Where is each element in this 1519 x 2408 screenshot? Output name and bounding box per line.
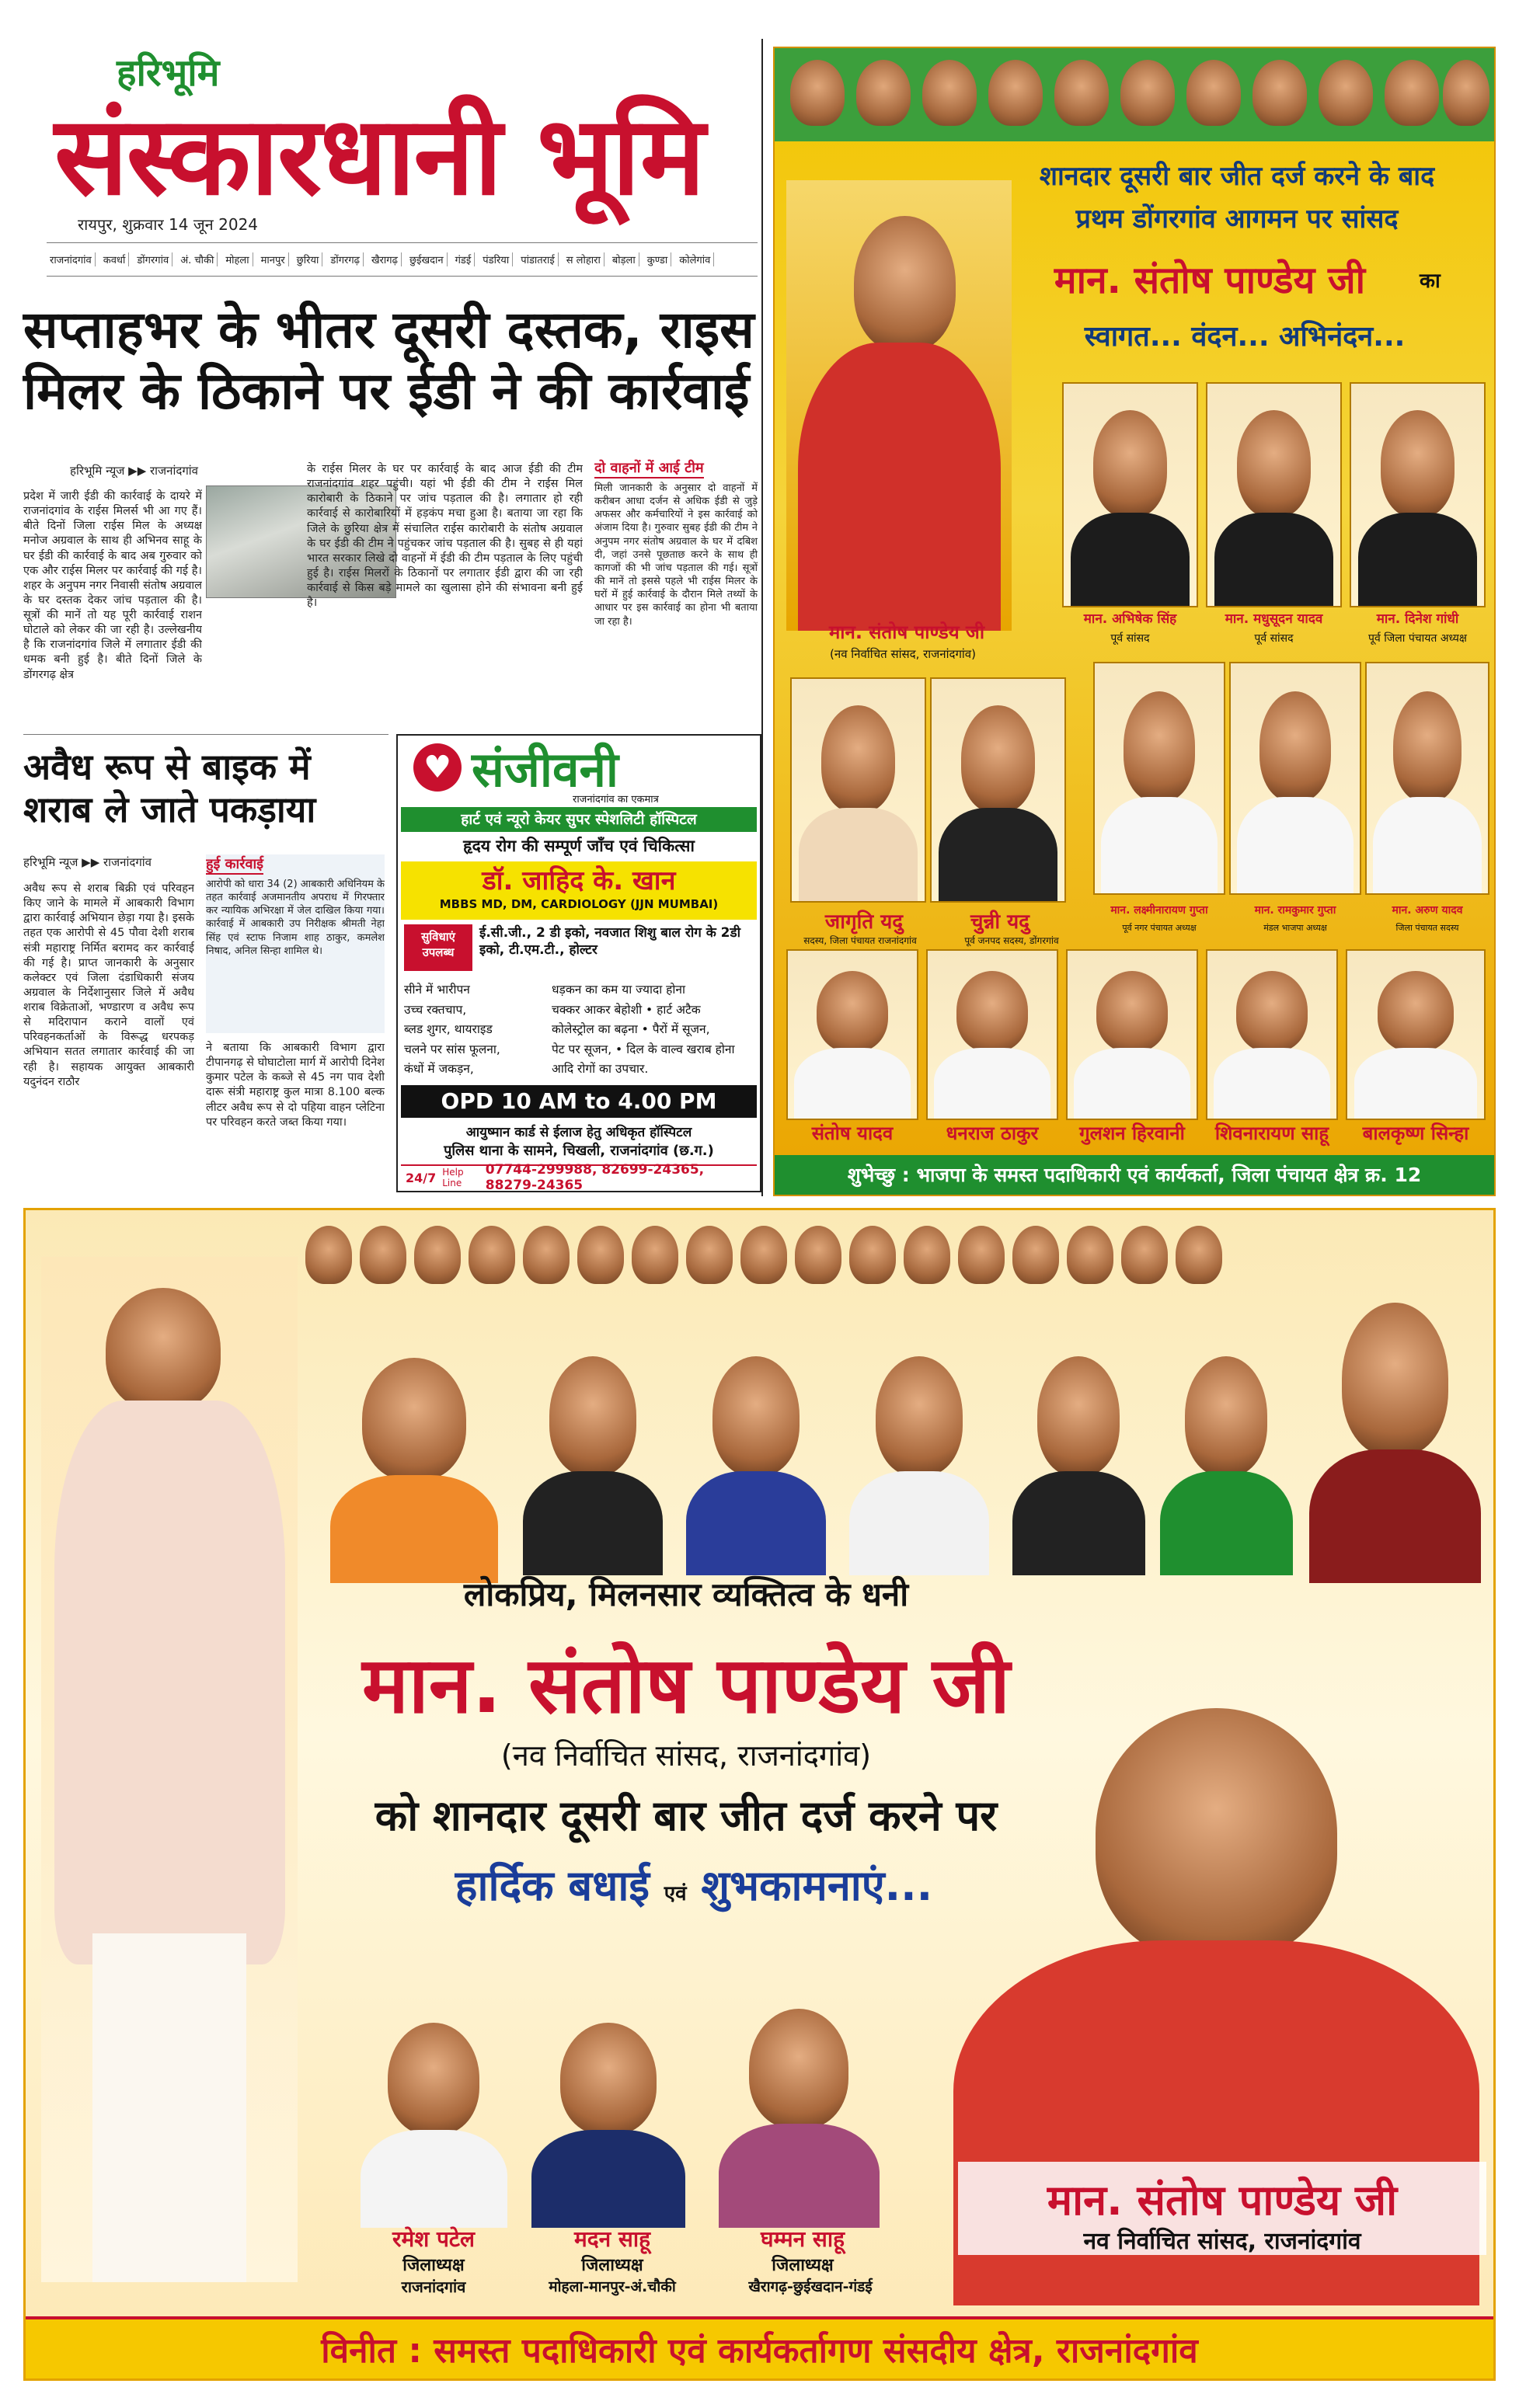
- story1-box-text: मिली जानकारी के अनुसार दो वाहनों में करीबन आधा दर्जन से अधिक ईडी से जुड़े अफसर और कर्मचारियों ने इस कार्रवाई को अंजाम दिया है। गुरुवार सुबह ईडी की टीम ने अनुपम नगर संतोष अग्रवाल के घर में दबिश दी, जहां उनसे पूछताछ करने के साथ ही कागजों की भी जांच पड़ताल की गई। सूत्रों की मानें तो इससे पहले भी राईस मिलर के घरों में हुई कार्रवाई के दौरान मिले तथ्यों के आधार पर इस कार्रवाई का होना भी बताया जा रहा है।: [594, 482, 758, 628]
- helpline-numbers[interactable]: 07744-299988, 82699-24365, 88279-24365: [485, 1162, 705, 1193]
- symptom: चक्कर आकर बेहोशी • हार्ट अटैक: [552, 1002, 701, 1017]
- person-portrait: [1093, 662, 1225, 895]
- city[interactable]: अं. चौकी: [177, 252, 218, 266]
- ad-bottom-honoree: मान. संतोष पाण्डेय जी: [362, 1640, 1010, 1731]
- honoree-caption: मान. संतोष पाण्डेय जी: [828, 621, 985, 643]
- person-portrait: [1066, 949, 1198, 1120]
- person-portrait: [1005, 1327, 1152, 1575]
- leader-photo: [1054, 60, 1109, 126]
- heart-icon: ♥: [413, 743, 462, 792]
- story2-byline: हरिभूमि न्यूज ▶▶ राजनांदगांव: [23, 855, 152, 869]
- story2-col1: अवैध रूप से शराब बिक्री एवं परिवहन किए जाने के मामले में आबकारी विभाग द्वारा कार्रवाई अभियान छेड़ा गया है। इसके तहत एक आरोपी से 45 पौवा देशी शराब संत्री महाराष्ट्र निर्मित बरामद कर कार्रवाई की गई है। प्राप्त जानकारी के अनुसार कलेक्टर एवं जिला दंडाधिकारी संजय अग्रवाल के निर्देशानुसार जिले में अवैध शराब विक्रेताओं, भण्डारण व अवैध रूप से मदिरापान कराने वालों एवं परिवहनकर्ताओं के विरूद्ध धरपकड़ अभियान सतत लगातार कार्रवाई की जा रही है। सहायक आयुक्त आबकारी यदुनंदन राठौर: [23, 882, 194, 1088]
- person-place: मोहला-मानपुर-अं.चौकी: [549, 2278, 676, 2295]
- story2-headline[interactable]: अवैध रूप से बाइक में शराब ले जाते पकड़ाया: [23, 746, 316, 831]
- leader-photo: [1120, 60, 1175, 126]
- ad-bottom-role: (नव निर्वाचित सांसद, राजनांदगांव): [500, 1738, 872, 1773]
- leader-photo: [469, 1226, 515, 1284]
- person-portrait: [1152, 1327, 1300, 1575]
- doctor-name: डॉ. जाहिद के. खान: [482, 865, 676, 896]
- standing-leader-figure: [41, 1257, 298, 2282]
- person-name: मदन साहू: [574, 2226, 650, 2252]
- city[interactable]: छुईखदान: [406, 252, 448, 266]
- city[interactable]: पांडातराई: [517, 252, 559, 266]
- person-name: गुलशन हिरवानी: [1079, 1122, 1185, 1144]
- sanjivani-line2: हृदय रोग की सम्पूर्ण जाँच एवं चिकित्सा: [463, 837, 695, 855]
- symptom: धड़कन का कम या ज्यादा होना: [552, 983, 686, 997]
- city[interactable]: मोहला: [222, 252, 253, 266]
- facilities: ई.सी.जी., 2 डी इको, नवजात शिशु बाल रोग के 2डी इको, टी.एम.टी., होल्टर: [479, 925, 741, 959]
- story2-box-title: हुई कार्रवाई: [206, 854, 263, 875]
- leader-photo: [795, 1226, 841, 1284]
- leader-photo: [740, 1226, 787, 1284]
- person-name: मान. लक्ष्मीनारायण गुप्ता: [1110, 904, 1208, 917]
- masthead: [23, 39, 746, 272]
- person-name: मान. अभिषेक सिंह: [1083, 611, 1177, 627]
- leader-photo: [577, 1226, 624, 1284]
- leader-photo: [958, 1226, 1005, 1284]
- ad-right-welcome: स्वागत... वंदन... अभिनंदन...: [1084, 321, 1406, 353]
- person-role: जिलाध्यक्ष: [581, 2256, 643, 2275]
- leader-photo: [904, 1226, 950, 1284]
- sanjivani-tagline: राजनांदगांव का एकमात्र: [573, 794, 659, 806]
- person-name: संतोष यादव: [811, 1122, 894, 1144]
- symptom: ब्लड शुगर, थायराइड: [404, 1022, 493, 1037]
- person-portrait: [1300, 1265, 1490, 1583]
- story2-box-text: आरोपी को धारा 34 (2) आबकारी अधिनियम के तहत कार्रवाई अजमानतीय अपराध में गिरफ्तार कर न्यायिक अभिरक्षा में जेल दाखिल किया गया। कार्रवाई में आबकारी उप निरीक्षक श्रीमती नेहा सिंह एवं स्टाफ निजाम शाह ठाकुर, कमलेश निषाद, अनिल सिन्हा शामिल थे।: [206, 879, 385, 957]
- congratulations-ad: [23, 1208, 1496, 2381]
- welcome-ad: [773, 47, 1496, 1196]
- leader-photo: [1443, 60, 1489, 126]
- story-divider: [23, 734, 388, 735]
- city[interactable]: कुण्डा: [644, 252, 671, 266]
- person-portrait: [515, 1327, 671, 1575]
- brand-small: हरिभूमि: [117, 51, 220, 95]
- facility-label: सुविधाएं उपलब्ध: [404, 924, 472, 971]
- person-portrait: [352, 1995, 515, 2228]
- person-role: मंडल भाजपा अध्यक्ष: [1263, 923, 1327, 933]
- city[interactable]: बोड़ला: [609, 252, 639, 266]
- leader-photo: [1319, 60, 1373, 126]
- person-role: पूर्व जिला पंचायत अध्यक्ष: [1368, 632, 1467, 645]
- leader-photo: [1252, 60, 1307, 126]
- person-portrait: [321, 1327, 507, 1583]
- person-portrait: [1062, 382, 1198, 607]
- ad-bottom-line1: लोकप्रिय, मिलनसार व्यक्तित्व के धनी: [463, 1575, 909, 1613]
- story1-box-title: दो वाहनों में आई टीम: [594, 458, 704, 478]
- person-name: बालकृष्ण सिन्हा: [1362, 1122, 1469, 1144]
- dateline: रायपुर, शुक्रवार 14 जून 2024: [78, 215, 259, 234]
- city[interactable]: गंडई: [452, 252, 476, 266]
- person-portrait: [841, 1327, 997, 1575]
- city[interactable]: पंडरिया: [479, 252, 513, 266]
- leader-photo: [1012, 1226, 1059, 1284]
- person-role: पूर्व सांसद: [1254, 632, 1294, 645]
- ad-bottom-footer: विनीत : समस्त पदाधिकारी एवं कार्यकर्तागण संसदीय क्षेत्र, राजनांदगांव: [26, 2316, 1493, 2378]
- person-portrait: [678, 1327, 834, 1575]
- person-role: पूर्व जनपद सदस्य, डोंगरगांव: [964, 935, 1059, 946]
- symptom: चलने पर सांस फूलना,: [404, 1042, 500, 1056]
- person-place: खैरागढ़-छुईखदान-गंडई: [748, 2278, 873, 2295]
- honoree-portrait: [786, 180, 1012, 631]
- person-portrait: [786, 949, 918, 1120]
- leader-photo: [686, 1226, 733, 1284]
- opd-hours: OPD 10 AM to 4.00 PM: [401, 1085, 757, 1118]
- person-portrait: [1350, 382, 1486, 607]
- person-name: धनराज ठाकुर: [946, 1122, 1039, 1144]
- leader-photo: [1176, 1226, 1222, 1284]
- sanjivani-subtitle: हार्ट एवं न्यूरो केयर सुपर स्पेशलिटी हॉस्पिटल: [401, 807, 757, 832]
- person-name: शिवनारायण साहू: [1214, 1122, 1329, 1144]
- person-portrait: [1206, 382, 1342, 607]
- person-name: जागृति यदु: [824, 910, 904, 934]
- story1-col1: प्रदेश में जारी ईडी की कार्रवाई के दायरे में राजनांदगांव के राईस मिलर्स भी आ गए हैं। बीते दिनों जिला राईस मिल के अध्यक्ष मनोज अग्रवाल के साथ ही अभिनव साहू के घर ईडी की कार्रवाई के बाद अब गुरुवार को एक और राईस मिलर पर कार्रवाई की गई है। शहर के अनुपम नगर निवासी संतोष अग्रवाल के घर दस्तक देकर जांच पड़ताल की है। सूत्रों की मानें तो यह पूरी कार्रवाई राशन घोटाले को लेकर की जा रही है। उल्लेखनीय है कि राजनांदगांव जिले में लगातार ईडी की धमक बनी हुई है। बीते दिनों जिले के डोंगरगढ़ क्षेत्र: [23, 490, 202, 681]
- person-portrait: [1229, 662, 1361, 895]
- person-name: मान. दिनेश गांधी: [1376, 611, 1459, 627]
- greet-part: शुभकामनाएं...: [701, 1861, 933, 1910]
- honoree-caption: मान. संतोष पाण्डेय जी: [1047, 2176, 1398, 2225]
- city[interactable]: कोलेगांव: [676, 252, 714, 266]
- city[interactable]: कवर्धा: [100, 252, 130, 266]
- leader-photo: [849, 1226, 896, 1284]
- person-name: रमेश पटेल: [392, 2226, 475, 2252]
- person-name: चुन्नी यदु: [970, 910, 1030, 934]
- city[interactable]: डोंगरगांव: [134, 252, 172, 266]
- ayushman-note: आयुष्मान कार्ड से ईलाज हेतु अधिकृत हॉस्पिटल: [465, 1125, 692, 1140]
- honoree-role: (नव निर्वाचित सांसद, राजनांदगांव): [830, 647, 976, 661]
- leader-photo: [360, 1226, 406, 1284]
- story1-sidebox: [594, 458, 758, 730]
- leader-photo: [523, 1226, 570, 1284]
- person-portrait: [1206, 949, 1338, 1120]
- brand-title: संस्कारधानी भूमि: [54, 92, 704, 220]
- sanjivani-name: संजीवनी: [472, 741, 618, 798]
- person-name: घम्मन साहू: [760, 2226, 845, 2252]
- ad-right-honoree: मान. संतोष पाण्डेय जी: [1054, 259, 1366, 302]
- column-divider: [761, 39, 763, 1196]
- city[interactable]: खैरागढ़: [368, 252, 402, 266]
- story2-sidebox: [206, 854, 385, 1033]
- person-portrait: [930, 677, 1066, 903]
- symptom: कोलेस्ट्रोल का बढ़ना • पैरों में सूजन,: [552, 1022, 710, 1037]
- symptoms-right: [552, 980, 758, 1080]
- person-name: मान. रामकुमार गुप्ता: [1254, 904, 1336, 917]
- helpline-bar[interactable]: [401, 1162, 757, 1193]
- greet-part: एवं: [664, 1882, 687, 1905]
- ad-right-headline1: शानदार दूसरी बार जीत दर्ज करने के बाद: [1039, 161, 1435, 192]
- leader-photo: [1121, 1226, 1168, 1284]
- story2-col2: ने बताया कि आबकारी विभाग द्वारा टीपानगढ़ से घोघाटोला मार्ग में आरोपी दिनेश कुमार पटेल के कब्जे से 45 नग पाव देशी दारू संत्री महाराष्ट्र कुल मात्रा 8.100 बल्क लीटर अवैध रूप से दो पहिया वाहन प्लेटिना पर परिवहन करते जब्त किया गया।: [206, 1042, 385, 1129]
- leader-photo: [414, 1226, 461, 1284]
- leader-photo: [305, 1226, 352, 1284]
- story1-byline: हरिभूमि न्यूज ▶▶ राजनांदगांव: [70, 464, 199, 478]
- person-portrait: [1365, 662, 1489, 895]
- 24x7-label: 24/7: [406, 1170, 437, 1185]
- symptom: पेट पर सूजन, • दिल के वाल्व खराब होना आदि रोगों का उपचार.: [552, 1042, 735, 1077]
- ad-right-honoree-suffix: का: [1420, 270, 1441, 293]
- leader-photo: [1186, 60, 1241, 126]
- person-role: जिलाध्यक्ष: [402, 2256, 465, 2275]
- helpline-label: Help Line: [442, 1167, 464, 1188]
- person-role: जिला पंचायत सदस्य: [1395, 923, 1459, 933]
- city[interactable]: छुरिया: [294, 252, 323, 266]
- person-portrait: [523, 1995, 694, 2228]
- person-portrait: [1346, 949, 1486, 1120]
- leader-photo: [856, 60, 911, 126]
- person-role: सदस्य, जिला पंचायत राजनांदगांव: [803, 935, 917, 946]
- ad-bottom-line3: को शानदार दूसरी बार जीत दर्ज करने पर: [375, 1791, 998, 1840]
- greet-part: हार्दिक बधाई: [455, 1861, 650, 1910]
- person-portrait: [709, 1979, 888, 2228]
- symptoms-left: [404, 980, 548, 1080]
- leader-photo: [1385, 60, 1439, 126]
- hospital-address: पुलिस थाना के सामने, चिखली, राजनांदगांव (छ.ग.): [444, 1143, 714, 1159]
- person-portrait: [790, 677, 926, 903]
- city[interactable]: मानपुर: [258, 252, 289, 266]
- sanjivani-ad[interactable]: [396, 734, 761, 1192]
- city[interactable]: डोंगरगढ़: [327, 252, 364, 266]
- ad-right-headline2: प्रथम डोंगरगांव आगमन पर सांसद: [1075, 204, 1399, 235]
- city[interactable]: राजनांदगांव: [47, 252, 96, 266]
- person-role: जिलाध्यक्ष: [772, 2256, 834, 2275]
- leader-photo: [632, 1226, 678, 1284]
- city[interactable]: स लोहारा: [563, 252, 604, 266]
- honoree-role: नव निर्वाचित सांसद, राजनांदगांव: [1083, 2228, 1361, 2255]
- story1-col2: के राईस मिलर के घर पर कार्रवाई के बाद आज ईडी की टीम राजनांदगांव शहर पहुंची। यहां भी ईडी की टीम ने राईस मिल कारोबारी के ठिकाने पर जांच पड़ताल की है। लगातार हो रही कार्रवाई से कारोबारियों में हड़कंप मचा हुआ है। बताया जा रहा कि जिले के छुरिया क्षेत्र में संचालित राईस कारोबारी के संतोष अग्रवाल के घर ईडी की टीम ने पहुंचकर जांच पड़ताल की है। सुबह से ही यहां भारत सरकार लिखे दो वाहनों में ईडी की टीम पड़ताल के लिए पहुंची हुई है। राईस मिलरों के ठिकानों पर लगातार ईडी द्वारा की जा रही कार्रवाई से किस बड़े मामले का खुलासा होने की संभावना बनी हुई है।: [307, 463, 583, 610]
- symptom: सीने में भारीपन: [404, 983, 470, 997]
- person-role: पूर्व सांसद: [1110, 632, 1150, 645]
- city-editions: [47, 242, 758, 277]
- person-role: पूर्व नगर पंचायत अध्यक्ष: [1122, 923, 1197, 933]
- symptom: उच्च रक्तचाप,: [404, 1002, 467, 1017]
- person-portrait: [926, 949, 1058, 1120]
- story1-headline[interactable]: सप्ताहभर के भीतर दूसरी दस्तक, राइस मिलर के ठिकाने पर ईडी ने की कार्रवाई: [23, 300, 754, 422]
- doctor-degree: MBBS MD, DM, CARDIOLOGY (JJN MUMBAI): [439, 897, 719, 911]
- doctor-box: [401, 861, 757, 920]
- ad-right-footer: शुभेच्छु : भाजपा के समस्त पदाधिकारी एवं कार्यकर्ता, जिला पंचायत क्षेत्र क्र. 12: [775, 1155, 1494, 1195]
- leader-photo: [988, 60, 1043, 126]
- person-place: राजनांदगांव: [401, 2278, 466, 2296]
- leader-photo: [922, 60, 977, 126]
- leader-photo: [790, 60, 845, 126]
- symptom: कंधों में जकड़न,: [404, 1062, 474, 1077]
- person-name: मान. मधुसूदन यादव: [1225, 611, 1323, 627]
- leader-photo: [1067, 1226, 1113, 1284]
- person-name: मान. अरुण यादव: [1392, 904, 1463, 917]
